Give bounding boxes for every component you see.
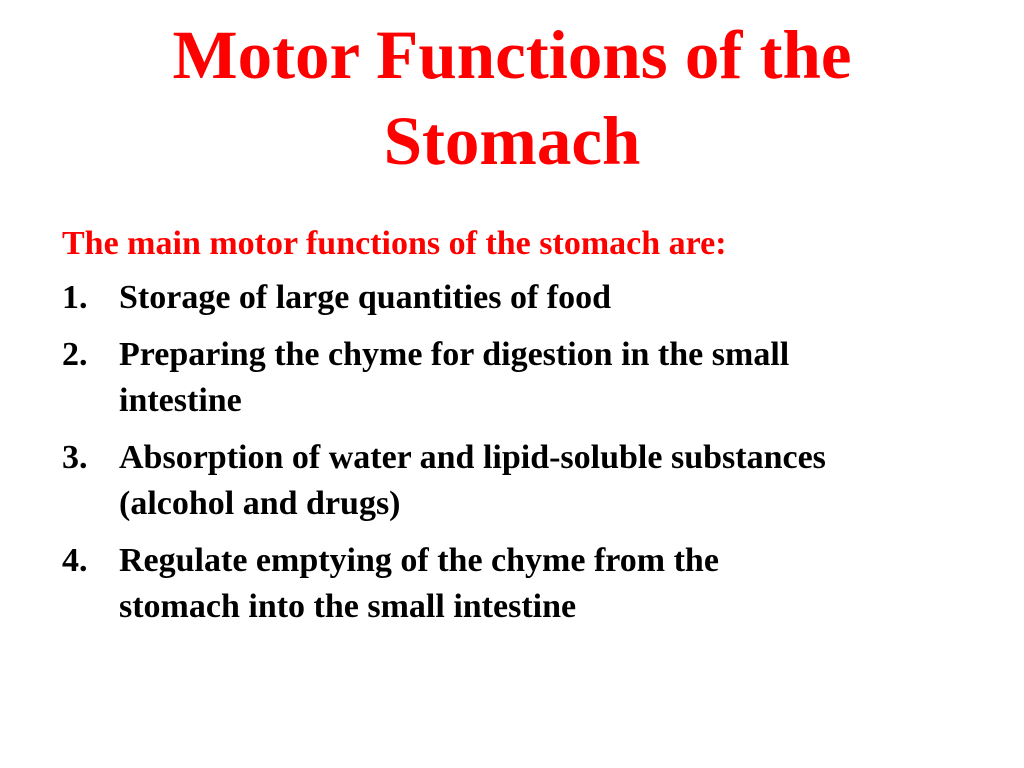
list-item-line: intestine bbox=[119, 382, 242, 419]
intro-text: The main motor functions of the stomach are: bbox=[62, 225, 727, 262]
list-item-line: stomach into the small intestine bbox=[119, 588, 577, 625]
list-item-line: Storage of large quantities of food bbox=[119, 279, 612, 316]
list-item-text bbox=[119, 332, 979, 424]
list-item-line: (alcohol and drugs) bbox=[119, 485, 401, 522]
title-line-1: Motor Functions of the bbox=[172, 17, 852, 93]
list-item-line: Preparing the chyme for digestion in the small bbox=[119, 336, 790, 373]
list-item-3 bbox=[62, 435, 982, 527]
functions-list bbox=[62, 275, 982, 630]
list-item-2 bbox=[62, 332, 982, 424]
list-number: 3. bbox=[62, 439, 88, 476]
list-item-line: Regulate emptying of the chyme from the bbox=[119, 542, 719, 579]
list-item-1 bbox=[62, 275, 982, 321]
list-item-text bbox=[119, 435, 979, 527]
list-item-text bbox=[119, 275, 979, 321]
slide-title bbox=[0, 12, 1024, 184]
title-line-2: Stomach bbox=[383, 103, 641, 179]
slide-content bbox=[62, 221, 982, 641]
list-item-line: Absorption of water and lipid-soluble substances bbox=[119, 439, 826, 476]
list-item-text bbox=[119, 538, 979, 630]
list-number: 1. bbox=[62, 279, 88, 316]
list-number: 4. bbox=[62, 542, 88, 579]
list-number: 2. bbox=[62, 336, 88, 373]
list-item-4 bbox=[62, 538, 982, 630]
